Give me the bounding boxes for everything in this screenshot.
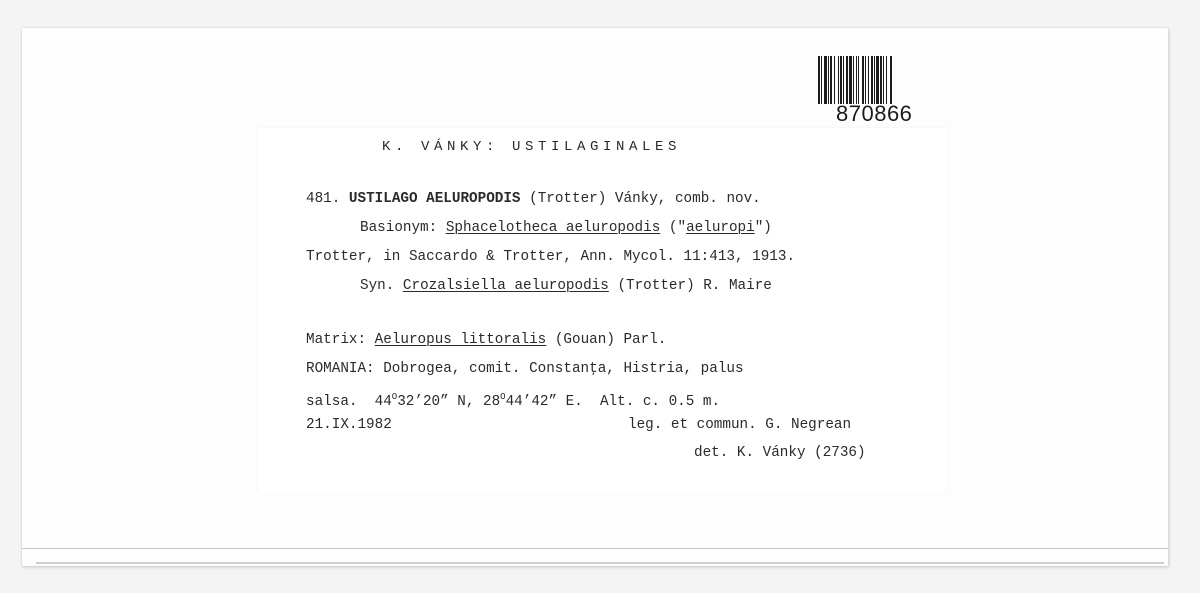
citation-line: Trotter, in Saccardo & Trotter, Ann. Mycol. 11:413, 1913.: [306, 249, 796, 265]
basionym-close: "): [754, 220, 772, 236]
degree-sign-1: O: [391, 392, 398, 402]
locality-text-a: salsa. 44: [306, 393, 392, 410]
synonym-name: Crozalsiella aeluropodis: [402, 278, 609, 294]
matrix-prefix: Matrix:: [306, 332, 367, 348]
locality-text-c: 44’42” E. Alt. c. 0.5 m.: [505, 393, 721, 410]
matrix-authority: (Gouan) Parl.: [554, 332, 667, 348]
envelope-fold-line: [22, 548, 1168, 549]
matrix-name: Aeluropus littoralis: [374, 332, 547, 348]
basionym-variant: aeluropi: [686, 220, 755, 236]
basionym-prefix: Basionym:: [360, 220, 438, 236]
locality-line-2: [306, 388, 720, 411]
species-name: USTILAGO AELUROPODIS: [348, 191, 521, 207]
basionym-line: [360, 219, 772, 237]
synonym-line: [360, 277, 772, 295]
basionym-open: (": [668, 220, 687, 236]
matrix-line: [306, 331, 666, 349]
locality-text-b: 32’20” N, 28: [397, 393, 501, 410]
label-header: K. VÁNKY: USTILAGINALES: [382, 139, 682, 155]
species-line: [306, 190, 761, 208]
degree-sign-2: O: [500, 392, 506, 402]
barcode-number: 870866: [836, 101, 913, 126]
determiner-line: det. K. Vánky (2736): [694, 445, 866, 461]
collection-date: 21.IX.1982: [306, 417, 392, 433]
synonym-authority: (Trotter) R. Maire: [617, 278, 772, 294]
collector-line: leg. et commun. G. Negrean: [628, 417, 852, 433]
specimen-label: [258, 128, 948, 494]
basionym-name: Sphacelotheca aeluropodis: [445, 220, 661, 236]
locality-line-1: ROMANIA: Dobrogea, comit. Constanţa, Histria, palus: [306, 361, 744, 377]
envelope-bottom-edge: [36, 562, 1164, 564]
barcode-icon: [818, 56, 944, 104]
syn-prefix: Syn.: [360, 278, 395, 294]
entry-number: 481.: [306, 191, 341, 207]
barcode-bar: [892, 56, 893, 104]
species-authority: (Trotter) Vánky, comb. nov.: [529, 191, 761, 207]
